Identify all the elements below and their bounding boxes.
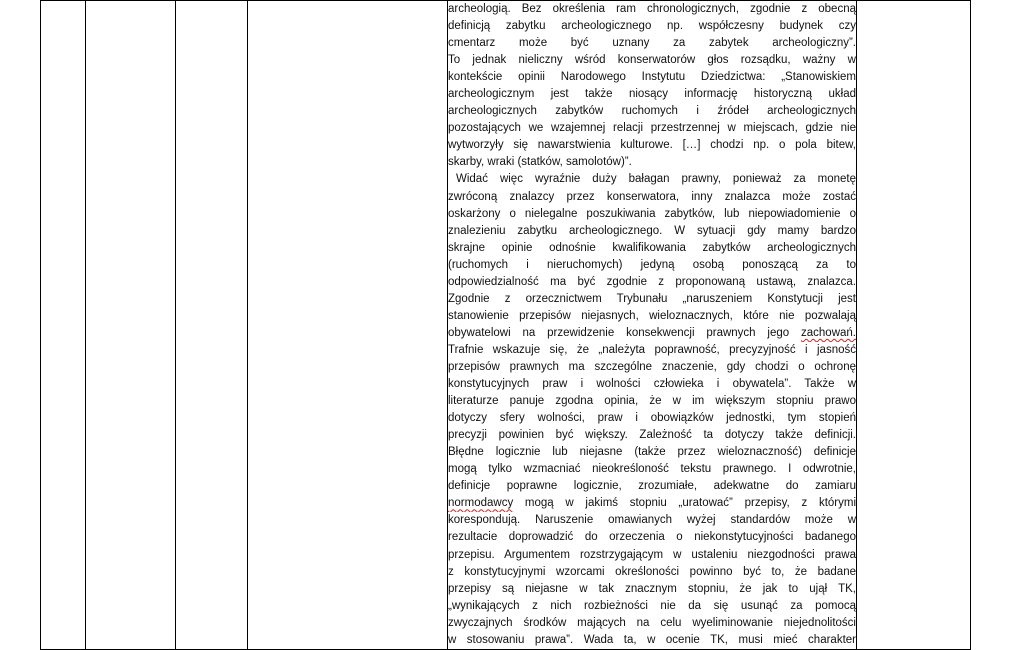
text-line: „wynikających z nich rozbieżności nie da się usunąć za pomocą (448, 599, 856, 612)
text-line: rezultacie doprowadzić do orzeczenia o niekonstytucyjności badanego (448, 531, 856, 544)
table-cell-empty[interactable] (86, 1, 176, 650)
text-line: dotyczy sfery wolności, praw i obowiązków jednostki, tym stopień (448, 412, 856, 425)
text-line: archeologicznych zabytków ruchomych i źródeł archeologicznych (448, 105, 856, 118)
body-text (448, 1, 856, 649)
text-line: wytworzyły się nawarstwienia kulturowe. […] chodzi np. o pola bitew, (448, 139, 856, 152)
text-line: znalezieniu zabytku archeologicznego. W sytuacji gdy mamy bardzo (448, 224, 856, 237)
text-line: skrajne opinie odnośnie kwalifikowania zabytków archeologicznych (448, 241, 856, 254)
text-line: przepisów prawnych ma szczególne znaczenie, gdy chodzi o ochronę (448, 360, 856, 373)
table-row (41, 1, 971, 650)
table-cell-empty[interactable] (41, 1, 86, 650)
text-line: odpowiedzialność ma być zgodnie z proponowaną ustawą, znalazca. (448, 275, 856, 288)
text-line: Widać więc wyraźnie duży bałagan prawny, ponieważ za monetę (456, 173, 856, 186)
text-line: kontekście opinii Narodowego Instytutu Dziedzictwa: „Stanowiskiem (448, 71, 856, 84)
text-line: pozostających we wzajemnej relacji przestrzennej w miejscach, gdzie nie (448, 122, 856, 135)
text-line: archeologią. Bez określenia ram chronologicznych, zgodnie z obecną (448, 3, 856, 15)
paragraph (448, 1, 856, 171)
text-line: z konstytucyjnymi wzorcami określoności powinno być to, że badane (448, 565, 856, 578)
text-line: w stosowaniu prawa”. Wada ta, w ocenie TK, musi mieć charakter (448, 633, 856, 646)
text-line: skarby, wraki (statków, samolotów)”. (448, 156, 632, 169)
text-line: definicją zabytku archeologicznego np. współczesny budynek czy (448, 20, 856, 33)
text-line: mogą tylko wzmacniać nieokreśloność tekstu prawnego. I odwrotnie, (448, 463, 856, 476)
text-line: zwróconą znalazcy przez konserwatora, inny znalazca może zostać (448, 190, 856, 203)
spellcheck-word: normodawcy (448, 497, 514, 510)
text-line: przepisu. Argumentem rozstrzygającym w ustaleniu niezgodności prawa (448, 548, 856, 561)
text-line: Błędne logicznie lub niejasne (także przez wieloznaczność) definicje (448, 446, 856, 459)
text-line: zwyczajnych środków mających na celu wyeliminowanie niejednolitości (448, 616, 856, 629)
document-table (40, 0, 971, 650)
text-line: precyzji powinien być większy. Zależność ta dotyczy także definicji. (448, 429, 856, 442)
text-line: obywatelowi na przewidzenie konsekwencji prawnych jego zachowań. (448, 326, 856, 339)
text-line: definicje poprawne logicznie, zrozumiałe, adekwatne do zamiaru (448, 480, 856, 493)
table-cell-empty[interactable] (857, 1, 971, 650)
text-line: normodawcy mogą w jakimś stopniu „uratować” przepisy, z którymi (448, 497, 856, 510)
text-line: stanowienie przepisów niejasnych, wieloznacznych, które nie pozwalają (448, 309, 856, 322)
text-line: (ruchomych i nieruchomych) jedyną osobą ponoszącą za to (448, 258, 856, 271)
table-cell-text[interactable] (448, 1, 857, 650)
text-line: archeologicznym jest także niosący informację historyczną układ (448, 88, 856, 101)
text-line: Zgodnie z orzecznictwem Trybunału „naruszeniem Konstytucji jest (448, 292, 856, 305)
text-line: To jednak nieliczny wśród konserwatorów głos rozsądku, ważny w (448, 54, 856, 67)
table-cell-empty[interactable] (176, 1, 248, 650)
text-line: oskarżony o nielegalne poszukiwania zabytków, lub niepowiadomienie o (448, 207, 856, 220)
spellcheck-word: zachowań. (801, 326, 856, 339)
text-line: korespondują. Naruszenie omawianych wyżej standardów może w (448, 514, 856, 527)
text-line: Trafnie wskazuje się, że „należyta poprawność, precyzyjność i jasność (448, 343, 856, 356)
text-line: literaturze panuje zgodna opinia, że w im większym stopniu prawo (448, 395, 856, 408)
text-line: przepisy są niejasne w tak znacznym stopniu, że jak to ujął TK, (448, 582, 856, 595)
text-line: cmentarz może być uznany za zabytek archeologiczny”. (448, 37, 856, 50)
text-line: konstytucyjnych praw i wolności człowieka i obywatela”. Także w (448, 378, 856, 391)
table-cell-empty[interactable] (248, 1, 448, 650)
paragraph (448, 171, 856, 648)
